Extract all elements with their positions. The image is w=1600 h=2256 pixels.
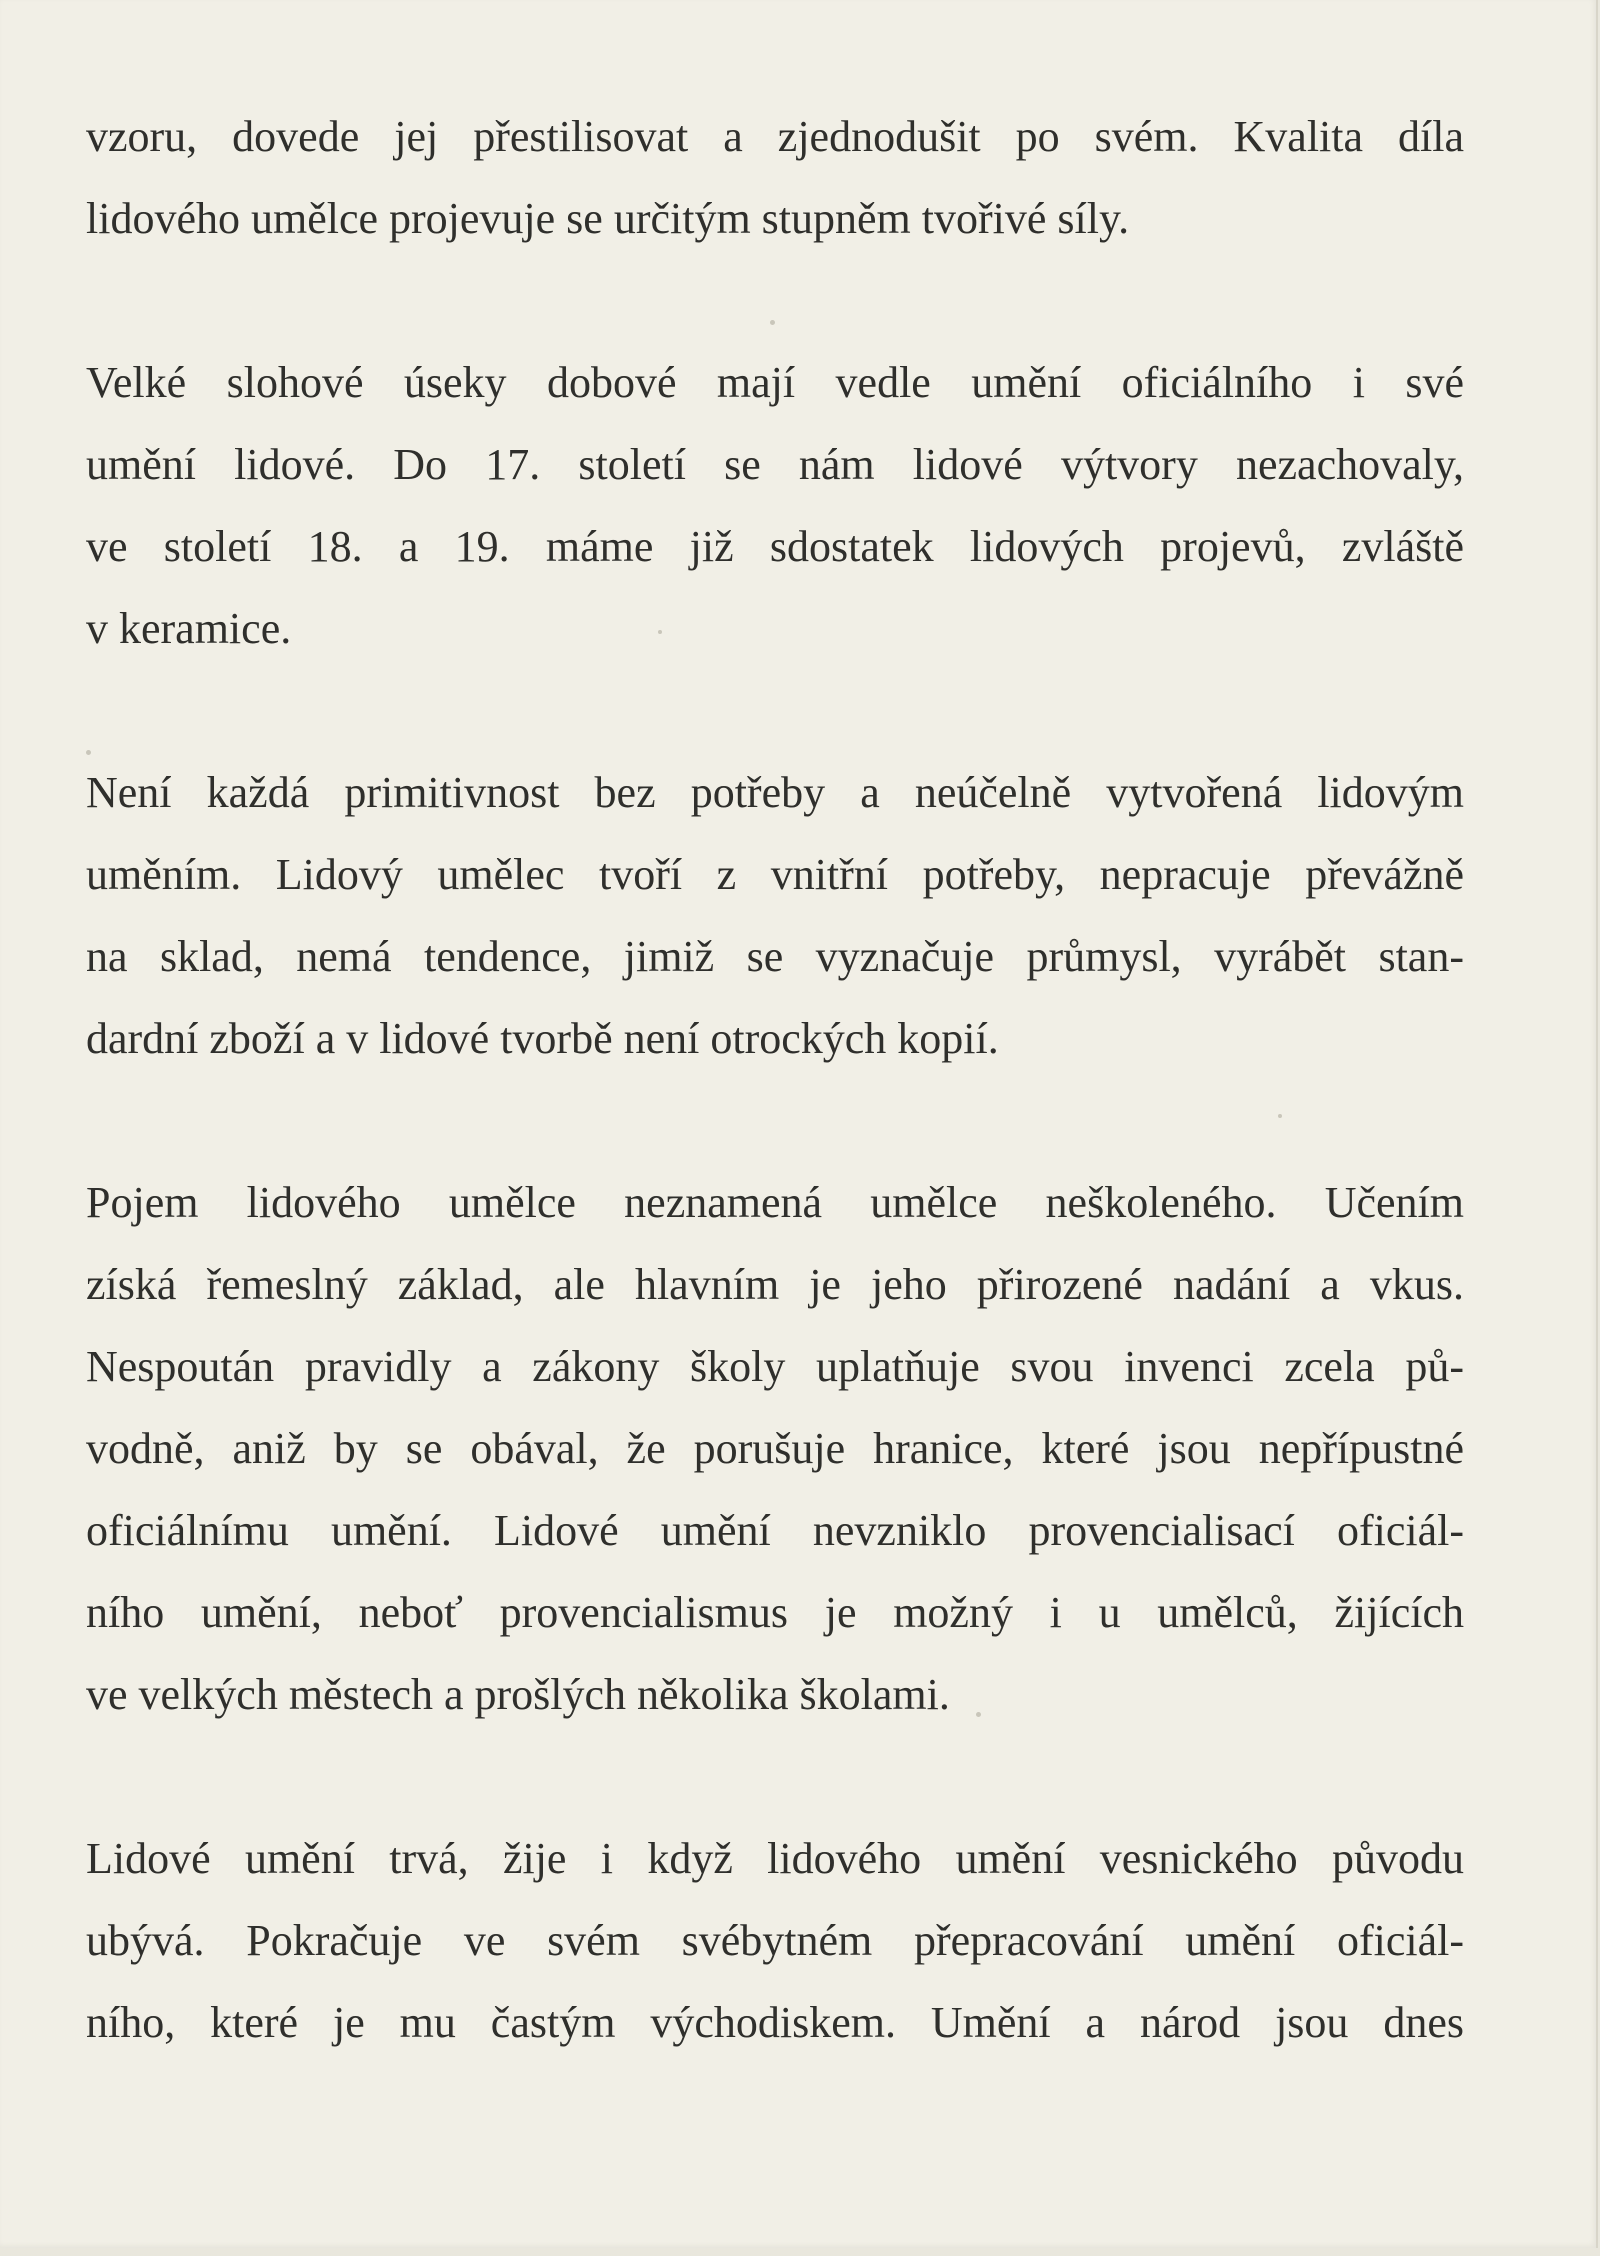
- text-line: vzoru, dovede jej přestilisovat a zjednodušit po svém. Kvalita díla: [86, 112, 1464, 161]
- paper-speck: [86, 750, 91, 755]
- text-line: ve velkých městech a prošlých několika školami.: [86, 1670, 950, 1719]
- paper-speck: [976, 1712, 981, 1717]
- text-line: ního, které je mu častým východiskem. Umění a národ jsou dnes: [86, 1998, 1464, 2047]
- paragraph-1: [86, 96, 1464, 260]
- paper-speck: [658, 630, 662, 634]
- paragraph-2: [86, 342, 1464, 670]
- text-line: Velké slohové úseky dobové mají vedle umění oficiálního i své: [86, 358, 1464, 407]
- text-line: ve století 18. a 19. máme již sdostatek lidových projevů, zvláště: [86, 522, 1464, 571]
- text-line: oficiálnímu umění. Lidové umění nevzniklo provencialisací oficiál-: [86, 1506, 1464, 1555]
- text-line: lidového umělce projevuje se určitým stupněm tvořivé síly.: [86, 194, 1130, 243]
- text-line: Lidové umění trvá, žije i když lidového umění vesnického původu: [86, 1834, 1464, 1883]
- text-line: ubývá. Pokračuje ve svém svébytném přepracování umění oficiál-: [86, 1916, 1464, 1965]
- text-line: Pojem lidového umělce neznamená umělce neškoleného. Učením: [86, 1178, 1464, 1227]
- body-text: [86, 96, 1464, 2146]
- text-line: získá řemeslný základ, ale hlavním je jeho přirozené nadání a vkus.: [86, 1260, 1464, 1309]
- paragraph-5: [86, 1818, 1464, 2064]
- paragraph-3: [86, 752, 1464, 1080]
- text-line: na sklad, nemá tendence, jimiž se vyznačuje průmysl, vyrábět stan-: [86, 932, 1464, 981]
- text-line: Nespoután pravidly a zákony školy uplatňuje svou invenci zcela pů-: [86, 1342, 1464, 1391]
- text-line: Není každá primitivnost bez potřeby a neúčelně vytvořená lidovým: [86, 768, 1464, 817]
- text-line: ního umění, neboť provencialismus je možný i u umělců, žijících: [86, 1588, 1464, 1637]
- text-line: uměním. Lidový umělec tvoří z vnitřní potřeby, nepracuje převážně: [86, 850, 1464, 899]
- paper-speck: [1278, 1114, 1282, 1118]
- text-line: dardní zboží a v lidové tvorbě není otrockých kopií.: [86, 1014, 999, 1063]
- text-line: umění lidové. Do 17. století se nám lidové výtvory nezachovaly,: [86, 440, 1464, 489]
- text-line: v keramice.: [86, 604, 292, 653]
- text-line: vodně, aniž by se obával, že porušuje hranice, které jsou nepřípustné: [86, 1424, 1464, 1473]
- paper-speck: [770, 320, 775, 325]
- paragraph-4: [86, 1162, 1464, 1736]
